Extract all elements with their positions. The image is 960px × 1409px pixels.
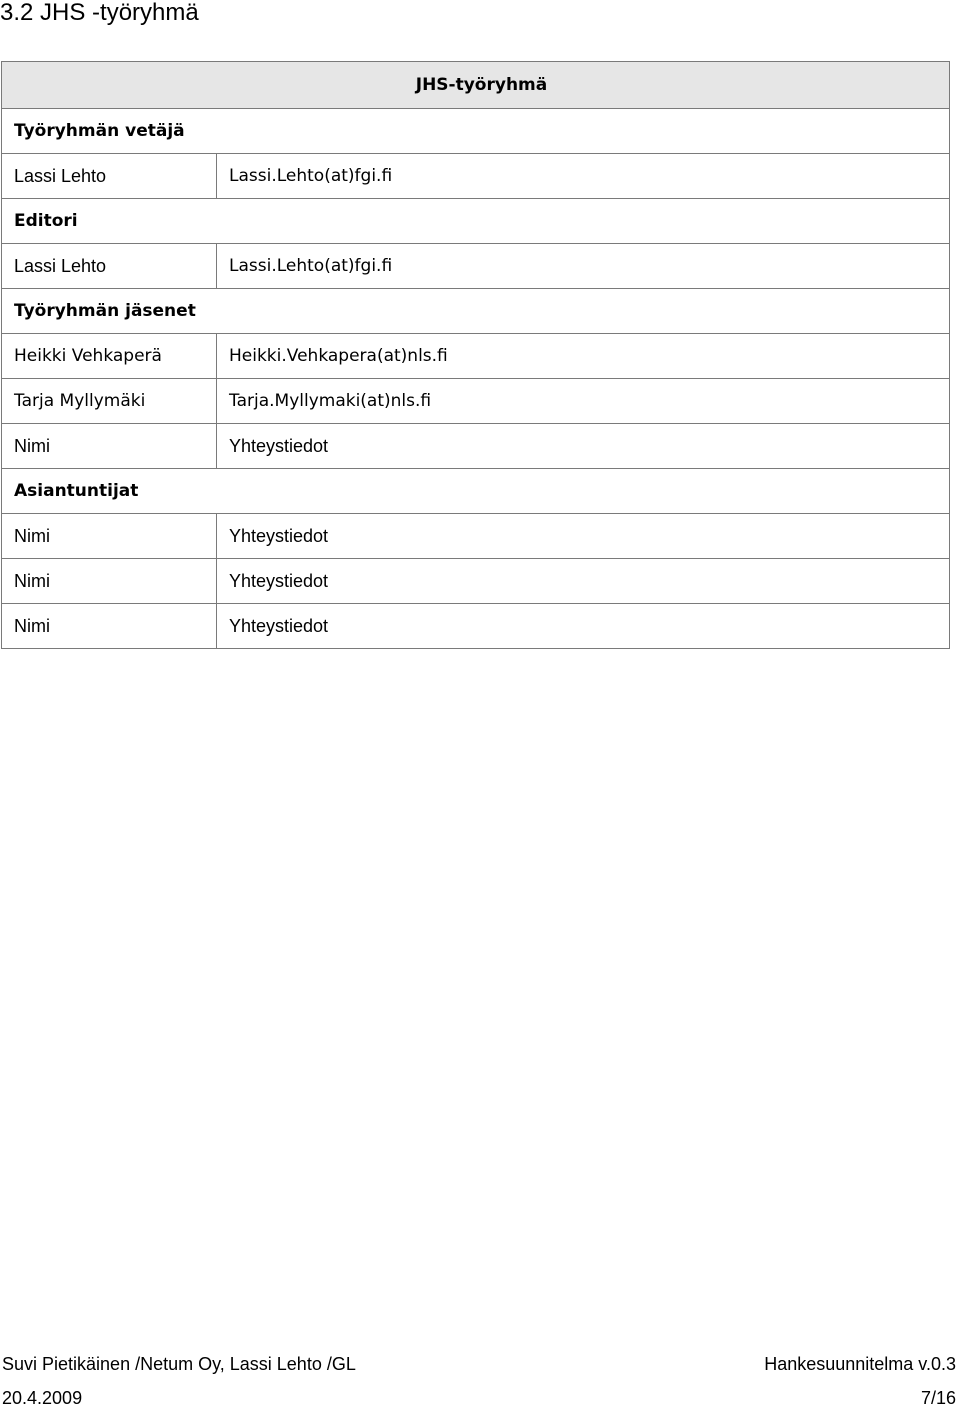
editor-contact: Lassi.Lehto(at)fgi.fi [217,244,950,289]
experts-section-heading: Asiantuntijat [2,469,950,514]
expert-name: Nimi [2,559,217,604]
member-contact: Yhteystiedot [217,424,950,469]
editor-section-heading: Editori [2,199,950,244]
working-group-table [1,61,950,649]
leader-name: Lassi Lehto [2,154,217,199]
table-title-row [2,62,950,109]
table-row [2,559,950,604]
expert-name: Nimi [2,604,217,649]
members-section-row [2,289,950,334]
member-name: Heikki Vehkaperä [2,334,217,379]
table-row [2,379,950,424]
leader-section-heading: Työryhmän vetäjä [2,109,950,154]
expert-contact: Yhteystiedot [217,559,950,604]
table-row [2,334,950,379]
expert-contact: Yhteystiedot [217,514,950,559]
footer-page-number: 7/16 [920,1388,956,1408]
members-section-heading: Työryhmän jäsenet [2,289,950,334]
table-row [2,514,950,559]
member-name: Tarja Myllymäki [2,379,217,424]
expert-name: Nimi [2,514,217,559]
footer-authors: Suvi Pietikäinen /Netum Oy, Lassi Lehto /GL [2,1354,356,1374]
footer-line-1 [2,1353,956,1375]
section-heading: 3.2 JHS -työryhmä [0,0,199,26]
table-row [2,244,950,289]
leader-section-row [2,109,950,154]
member-name: Nimi [2,424,217,469]
footer-document-name: Hankesuunnitelma v.0.3 [764,1354,956,1374]
table-row [2,154,950,199]
table-row [2,424,950,469]
editor-section-row [2,199,950,244]
member-contact: Tarja.Myllymaki(at)nls.fi [217,379,950,424]
footer-date: 20.4.2009 [2,1388,83,1408]
expert-contact: Yhteystiedot [217,604,950,649]
experts-section-row [2,469,950,514]
table-row [2,604,950,649]
leader-contact: Lassi.Lehto(at)fgi.fi [217,154,950,199]
editor-name: Lassi Lehto [2,244,217,289]
member-contact: Heikki.Vehkapera(at)nls.fi [217,334,950,379]
table-title: JHS-työryhmä [2,62,950,109]
